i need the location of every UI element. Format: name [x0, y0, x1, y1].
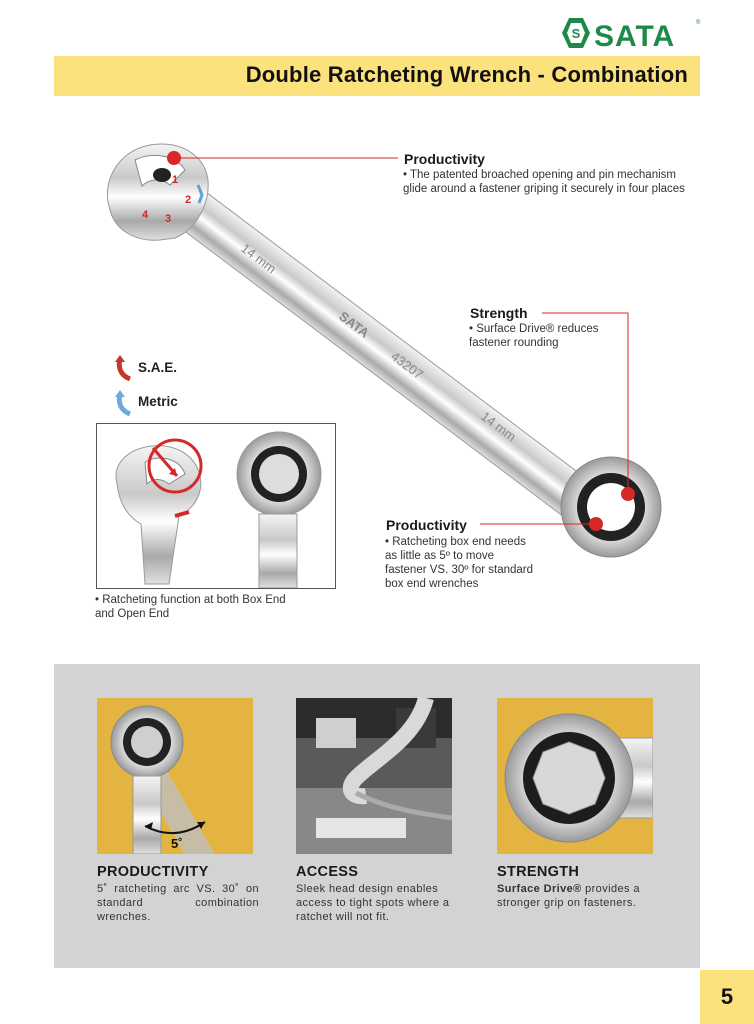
- legend-metric-label: Metric: [138, 394, 178, 409]
- surface-drive-label: Surface Drive®: [497, 883, 582, 895]
- feature-access-text: Sleek head design enables access to tight spots where a ratchet will not fit.: [296, 883, 450, 923]
- brand-marking: SATA: [336, 308, 372, 341]
- callout-strength-text: • Surface Drive® reduces fastener rounding: [469, 323, 599, 349]
- step-label-1: 1: [172, 174, 179, 186]
- callout-productivity-top-text: • The patented broached opening and pin mechanism glide around a fastener griping it securely in four places: [403, 169, 685, 195]
- callout-productivity-top-title: Productivity: [404, 151, 485, 167]
- step-label-2: 2: [185, 194, 192, 206]
- svg-text:®: ®: [696, 20, 701, 26]
- callout-productivity-box-title: Productivity: [386, 517, 467, 533]
- feature-access-image: [296, 698, 452, 854]
- step-label-3: 3: [165, 213, 172, 225]
- feature-access-title: ACCESS: [296, 864, 359, 880]
- title-band: [54, 56, 700, 96]
- legend-sae-label: S.A.E.: [138, 360, 178, 375]
- features-panel: [54, 664, 700, 968]
- callout-dot-open-end: [167, 151, 181, 165]
- angle-label: 5˚: [171, 836, 183, 851]
- feature-productivity-text: 5˚ ratcheting arc VS. 30˚ on standard combination wrenches.: [97, 883, 259, 923]
- sata-logo: [556, 14, 702, 52]
- brand-wordmark: SATA: [594, 20, 676, 52]
- inset-photo: [96, 423, 336, 589]
- hex-logo-icon: [562, 18, 590, 48]
- svg-text:S: S: [571, 26, 581, 41]
- callout-dot-box-end: [589, 517, 603, 531]
- callout-productivity-box-text: • Ratcheting box end needs as little as 5º to move fastener VS. 30º for standard box end wrenches: [385, 536, 534, 590]
- feature-strength-rest: provides a stronger grip on fasteners.: [497, 883, 640, 909]
- feature-productivity-title: PRODUCTIVITY: [97, 864, 209, 880]
- box-end-head: [561, 457, 661, 557]
- page-number-box: [700, 970, 754, 1024]
- feature-productivity-image: [97, 698, 253, 854]
- part-number: 43207: [388, 348, 427, 383]
- feature-strength-image: [497, 698, 653, 854]
- red-arrow-icon: [112, 355, 134, 381]
- page-title: Double Ratcheting Wrench - Combination: [245, 62, 688, 87]
- feature-strength-title: STRENGTH: [497, 864, 580, 880]
- callout-dot-strength: [621, 487, 635, 501]
- size-marking-2: 14 mm: [478, 408, 519, 445]
- blue-arrow-icon: [112, 390, 134, 416]
- inset-caption: • Ratcheting function at both Box End and Open End: [95, 594, 286, 620]
- step-label-4: 4: [142, 209, 149, 221]
- page-number: 5: [720, 984, 734, 1009]
- feature-strength-text: [497, 882, 659, 910]
- size-marking-1: 14 mm: [238, 240, 279, 277]
- callout-strength-title: Strength: [470, 305, 528, 321]
